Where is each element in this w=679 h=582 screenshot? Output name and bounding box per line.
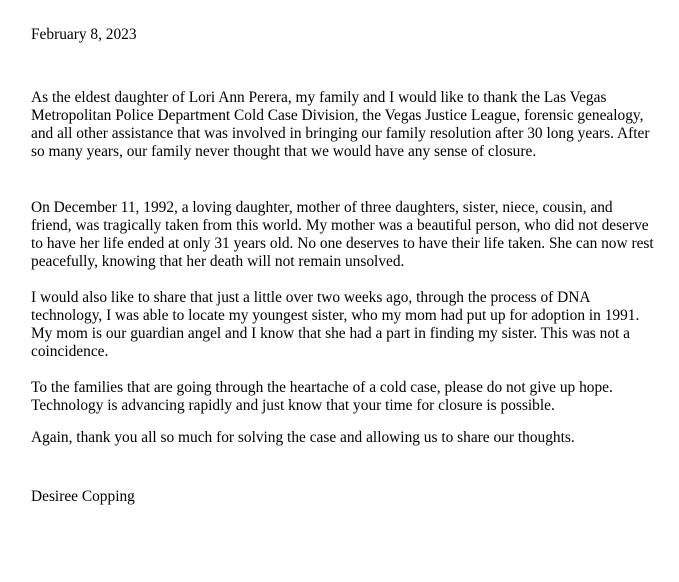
paragraph-sister: I would also like to share that just a little over two weeks ago, through the process of DNA technology, I was able to locate my youngest sister, who my mom had put up for adoption in 1991. My mom is our guardian angel and I know that she had a part in finding my sister. This was not a coincidence. <box>31 289 640 360</box>
paragraph-hope: To the families that are going through the heartache of a cold case, please do not give up hope. Technology is advancing rapidly and just know that your time for closure is possible. <box>31 379 613 414</box>
signature: Desiree Copping <box>31 488 135 505</box>
paragraph-gratitude: As the eldest daughter of Lori Ann Perera, my family and I would like to thank the Las Vegas Metropolitan Police Department Cold Case Division, the Vegas Justice League, forensic genealogy, and all other assistance that was involved in bringing our family resolution after 30 long years. After so many years, our family never thought that we would have any sense of closure. <box>31 89 650 160</box>
paragraph-thanks: Again, thank you all so much for solving the case and allowing us to share our thoughts. <box>31 429 575 446</box>
paragraph-memorial: On December 11, 1992, a loving daughter, mother of three daughters, sister, niece, cousin, and friend, was tragically taken from this world. My mother was a beautiful person, who did not deserve to have her life ended at only 31 years old. No one deserves to have their life taken. She can now rest peacefully, knowing that her death will not remain unsolved. <box>31 199 654 270</box>
letter-date: February 8, 2023 <box>31 26 137 43</box>
